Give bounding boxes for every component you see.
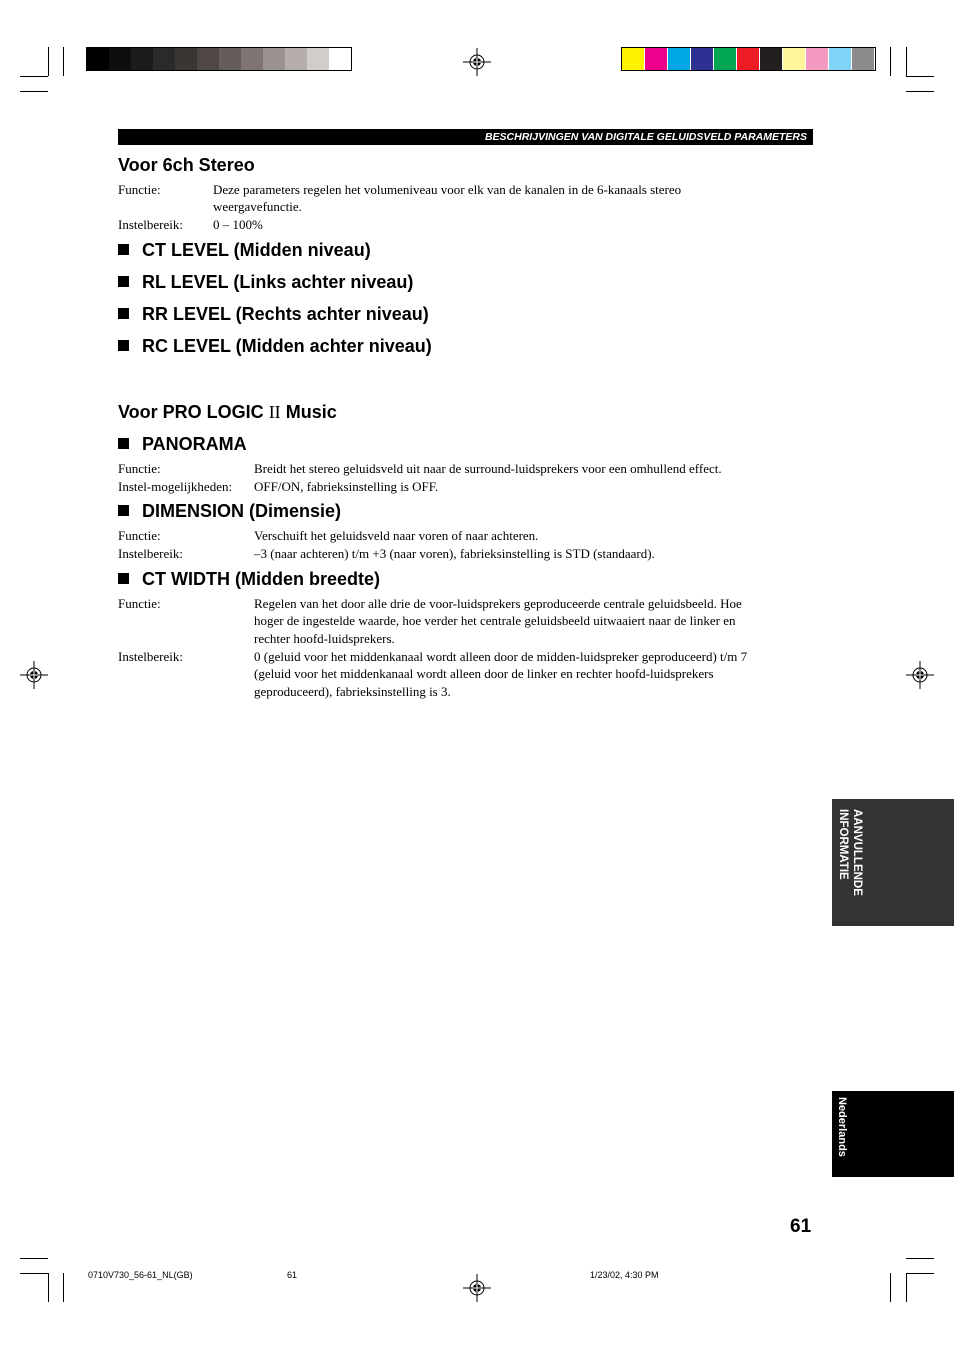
side-tab-info bbox=[832, 799, 954, 926]
title-numeral: II bbox=[268, 402, 281, 422]
registration-mark-icon bbox=[463, 48, 491, 76]
bereik-text: 0 (geluid voor het middenkanaal wordt alleen door de midden-luidspreker geproduceerd) t/m 7 bbox=[254, 649, 748, 664]
title-suffix: Music bbox=[285, 402, 337, 422]
gray-swatch bbox=[175, 48, 197, 70]
crop-mark bbox=[63, 1273, 64, 1302]
color-swatch bbox=[829, 48, 852, 70]
crop-mark bbox=[63, 47, 64, 76]
crop-mark bbox=[20, 1273, 48, 1274]
bullet-square-icon bbox=[118, 573, 129, 584]
crop-mark bbox=[906, 1273, 934, 1274]
heading-text: RL LEVEL (Links achter niveau) bbox=[142, 272, 414, 292]
heading-text: RC LEVEL (Midden achter niveau) bbox=[142, 336, 432, 356]
functie-label: Functie: bbox=[118, 596, 161, 611]
bullet-square-icon bbox=[118, 308, 129, 319]
gray-swatch bbox=[109, 48, 131, 70]
registration-mark-icon bbox=[20, 661, 48, 689]
crop-mark bbox=[906, 47, 907, 76]
grayscale-bar bbox=[86, 47, 352, 71]
functie-label: Functie: bbox=[118, 461, 161, 476]
crop-mark bbox=[906, 91, 934, 92]
color-swatch bbox=[760, 48, 783, 70]
gray-swatch bbox=[87, 48, 109, 70]
bereik-text: 0 – 100% bbox=[213, 217, 263, 232]
gray-swatch bbox=[285, 48, 307, 70]
color-swatch bbox=[668, 48, 691, 70]
crop-mark bbox=[906, 1273, 907, 1302]
gray-swatch bbox=[241, 48, 263, 70]
gray-swatch bbox=[219, 48, 241, 70]
heading-text: PANORAMA bbox=[142, 434, 247, 454]
bereik-label: Instelbereik: bbox=[118, 649, 183, 664]
section-title-pro-logic bbox=[118, 402, 337, 423]
running-header: BESCHRIJVINGEN VAN DIGITALE GELUIDSVELD PARAMETERS bbox=[118, 129, 813, 145]
functie-text: hoger de ingestelde waarde, hoe verder het centrale geluidsbeeld uitwaaiert naar de linker en bbox=[254, 613, 736, 628]
functie-text: Breidt het stereo geluidsveld uit naar de surround-luidsprekers voor een omhullend effect. bbox=[254, 461, 722, 476]
gray-swatch bbox=[153, 48, 175, 70]
functie-text: Verschuift het geluidsveld naar voren of naar achteren. bbox=[254, 528, 539, 543]
bereik-text: (geluid voor het middenkanaal wordt alleen door de linker en rechter hoofd-luidsprekers bbox=[254, 666, 714, 681]
color-swatch bbox=[852, 48, 875, 70]
functie-label: Functie: bbox=[118, 182, 161, 197]
color-swatch bbox=[645, 48, 668, 70]
functie-text: Regelen van het door alle drie de voor-luidsprekers geproduceerde centrale geluidsbeeld. Hoe bbox=[254, 596, 742, 611]
bullet-square-icon bbox=[118, 340, 129, 351]
heading-rr-level bbox=[118, 304, 429, 325]
opties-text: OFF/ON, fabrieksinstelling is OFF. bbox=[254, 479, 439, 494]
bullet-square-icon bbox=[118, 244, 129, 255]
functie-text: weergavefunctie. bbox=[213, 199, 302, 214]
heading-ct-width bbox=[118, 569, 380, 590]
crop-mark bbox=[20, 1258, 48, 1259]
heading-ct-level bbox=[118, 240, 371, 261]
bereik-text: geproduceerd), fabrieksinstelling is 3. bbox=[254, 684, 451, 699]
heading-text: CT LEVEL (Midden niveau) bbox=[142, 240, 371, 260]
color-swatch bbox=[714, 48, 737, 70]
color-bar bbox=[621, 47, 876, 71]
heading-rc-level bbox=[118, 336, 432, 357]
color-swatch bbox=[737, 48, 760, 70]
functie-text: rechter hoofd-luidsprekers. bbox=[254, 631, 395, 646]
crop-mark bbox=[906, 76, 934, 77]
footer-date: 1/23/02, 4:30 PM bbox=[590, 1270, 659, 1280]
heading-rl-level bbox=[118, 272, 413, 293]
crop-mark bbox=[20, 91, 48, 92]
section-title-6ch: Voor 6ch Stereo bbox=[118, 155, 255, 175]
registration-mark-icon bbox=[463, 1274, 491, 1302]
heading-text: CT WIDTH (Midden breedte) bbox=[142, 569, 380, 589]
crop-mark bbox=[890, 47, 891, 76]
page-number: 61 bbox=[790, 1216, 812, 1237]
crop-mark bbox=[906, 1258, 934, 1259]
bereik-text: –3 (naar achteren) t/m +3 (naar voren), fabrieksinstelling is STD (standaard). bbox=[254, 546, 655, 561]
side-tab-info-label: AANVULLENDE INFORMATIE bbox=[837, 809, 863, 896]
heading-dimension bbox=[118, 501, 341, 522]
crop-mark bbox=[48, 1273, 49, 1302]
color-swatch bbox=[622, 48, 645, 70]
registration-mark-icon bbox=[906, 661, 934, 689]
bereik-label: Instelbereik: bbox=[118, 546, 183, 561]
side-tab-language-label: Nederlands bbox=[836, 1097, 848, 1157]
heading-text: RR LEVEL (Rechts achter niveau) bbox=[142, 304, 429, 324]
side-tab-language bbox=[832, 1091, 954, 1177]
crop-mark bbox=[20, 76, 48, 77]
bullet-square-icon bbox=[118, 276, 129, 287]
heading-panorama bbox=[118, 434, 247, 455]
functie-label: Functie: bbox=[118, 528, 161, 543]
gray-swatch bbox=[329, 48, 351, 70]
gray-swatch bbox=[263, 48, 285, 70]
heading-text: DIMENSION (Dimensie) bbox=[142, 501, 342, 521]
title-prefix: Voor PRO LOGIC bbox=[118, 402, 264, 422]
color-swatch bbox=[783, 48, 806, 70]
gray-swatch bbox=[131, 48, 153, 70]
footer-file: 0710V730_56-61_NL(GB) bbox=[88, 1270, 193, 1280]
color-swatch bbox=[806, 48, 829, 70]
gray-swatch bbox=[197, 48, 219, 70]
crop-mark bbox=[890, 1273, 891, 1302]
footer-page: 61 bbox=[287, 1270, 298, 1280]
crop-mark bbox=[48, 47, 49, 76]
functie-text: Deze parameters regelen het volumeniveau voor elk van de kanalen in de 6-kanaals stereo bbox=[213, 182, 682, 197]
bereik-label: Instelbereik: bbox=[118, 217, 183, 232]
bullet-square-icon bbox=[118, 438, 129, 449]
opties-label: Instel-mogelijkheden: bbox=[118, 479, 233, 494]
gray-swatch bbox=[307, 48, 329, 70]
color-swatch bbox=[691, 48, 714, 70]
bullet-square-icon bbox=[118, 505, 129, 516]
